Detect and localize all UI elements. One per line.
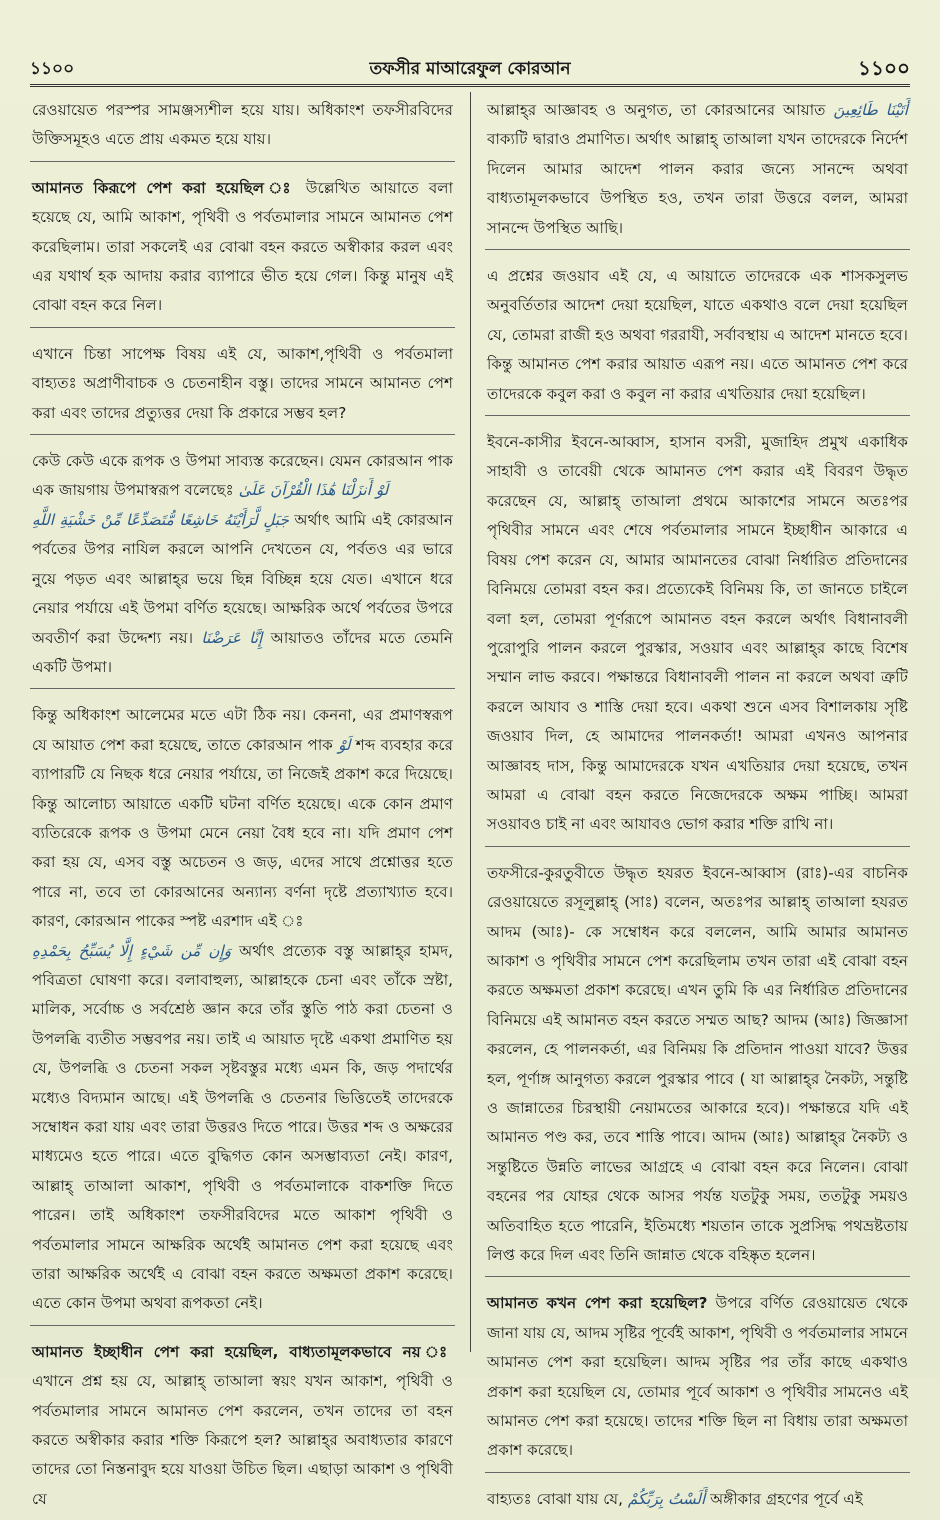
- paragraph-text: তফসীরে-কুরতুবীতে উদ্ধৃত হযরত ইবনে-আব্বাস (রাঃ)-এর বাচনিক রেওয়ায়েতে রসূলুল্লাহ্‌ (সাঃ) বলেন, অতঃপর আল্লাহ্‌ তাআলা হযরত আদম (আঃ)- কে সম্বোধন করে বললেন, আমি আমার আমানত আকাশ ও পৃথিবীর সামনে পেশ করেছিলাম তখন তারা এই বোঝা বহন করতে অক্ষমতা প্রকাশ করেছে। এখন তুমি কি এর নির্ধারিত প্রতিদানের বিনিময়ে এই আমানত বহন করতে সম্মত আছ? আদম (আঃ) জিজ্ঞাসা করলেন, হে পালনকর্তা, এর বিনিময় কি প্রতিদান পাওয়া যাবে? উত্তর হল, পূর্ণাঙ্গ আনুগত্য করলে পুরস্কার পাবে ( যা আল্লাহ্‌র নৈকট্য, সন্তুষ্টি ও জান্নাতের চিরস্থায়ী নেয়ামতের আকারে হবে)। পক্ষান্তরে যদি এই আমানত পণ্ড কর, তবে শাস্তি পাবে। আদম (আঃ) আল্লাহ্‌র নৈকট্য ও সন্তুষ্টিতে উন্নতি লাভের আগ্রহে এ বোঝা বহন করে নিলেন। বোঝা বহনের পর যোহর থেকে আসর পর্যন্ত যতটুকু সময়, ততটুকু সময়ও অতিবাহিত হতে পারেনি, ইতিমধ্যে শয়তান তাকে সুপ্রসিদ্ধ পথভ্রষ্টতায় লিপ্ত করে দিল এবং তিনি জান্নাত থেকে বহিষ্কৃত হলেন।: [487, 863, 908, 1265]
- paragraph: [30, 697, 455, 1326]
- page-number-left: ১১০০: [30, 59, 75, 79]
- page-number-right: ১১০০: [858, 56, 910, 80]
- section-heading: আমানত ইচ্ছাধীন পেশ করা হয়েছিল, বাধ্যতামূলকভাবে নয় ঃ: [32, 1342, 453, 1361]
- paragraph: [30, 1334, 455, 1520]
- arabic-verse: أَلَسْتُ بِرَبِّكُمْ: [627, 1489, 706, 1508]
- paragraph-text: উল্লেখিত আয়াতে বলা হয়েছে যে, আমি আকাশ, পৃথিবী ও পর্বতমালার সামনে আমানত পেশ করেছিলাম। তারা সকলেই এর বোঝা বহন করতে অস্বীকার করল এবং এর যথার্থ হক আদায় করার ব্যাপারে ভীত হয়ে গেল। কিন্তু মানুষ এই বোঝা বহন করে নিল।: [32, 178, 453, 315]
- paragraph: [30, 443, 455, 689]
- paragraph-text: ইবনে-কাসীর ইবনে-আব্বাস, হাসান বসরী, মুজাহিদ প্রমুখ একাধিক সাহাবী ও তাবেয়ী থেকে আমানত পেশ করার এই বিবরণ উদ্ধৃত করেছেন যে, আল্লাহ্‌ তাআলা প্রথমে আকাশের সামনে অতঃপর পৃথিবীর সামনে এবং শেষে পর্বতমালার সামনে ইচ্ছাধীন আকারে এ বিষয় পেশ করেন যে, আমার আমানতের বোঝা নির্ধারিত প্রতিদানের বিনিময়ে তোমরা বহন কর। প্রত্যেকেই বিনিময় কি, তা জানতে চাইলে বলা হল, তোমরা পূর্ণরূপে আমানত বহন করলে অর্থাৎ বিধানাবলী পুরোপুরি পালন করলে পুরস্কার, সওয়াব এবং আল্লাহ্‌র কাছে বিশেষ সম্মান লাভ করবে। পক্ষান্তরে বিধানাবলী পালন না করলে অথবা ত্রুটি করলে আযাব ও শাস্তি দেয়া হবে। একথা শুনে এসব বিশালকায় সৃষ্টি জওয়াব দিল, হে আমাদের পালনকর্তা! আমরা এখনও আপনার আজ্ঞাবহ দাস, কিন্তু আমাদেরকে যখন এখতিয়ার দেয়া হয়েছে, তখন আমরা এ বোঝা বহন করতে নিজেদেরকে অক্ষম পাচ্ছি। আমরা সওয়াবও চাই না এবং আযাবও ভোগ করার শক্তি রাখি না।: [487, 433, 908, 834]
- paragraph-text: আয়াতও তাঁদের মতে তেমনি একটি উপমা।: [32, 628, 453, 676]
- paragraph-text: এখানে প্রশ্ন হয় যে, আল্লাহ্‌ তাআলা স্বয়ং যখন আকাশ, পৃথিবী ও পর্বতমালার সামনে আমানত পেশ করলেন, তখন তাদের তা বহন করতে অস্বীকার করার শক্তি কিরূপে হল? আল্লাহ্‌র অবাধ্যতার কারণে তাদের তো নিস্তনাবুদ হয়ে যাওয়া উচিত ছিল। এছাড়া আকাশ ও পৃথিবী যে: [32, 1372, 453, 1508]
- paragraph: [30, 170, 455, 328]
- paragraph: [30, 92, 455, 162]
- paragraph: [30, 336, 455, 435]
- paragraph-text: উপরে বর্ণিত রেওয়ায়েত থেকে জানা যায় যে, আদম সৃষ্টির পূর্বেই আকাশ, পৃথিবী ও পর্বতমালার সামনে আমানত পেশ করা হয়েছিল। আদম সৃষ্টির পর তাঁর কাছে একথাও প্রকাশ করা হয়েছিল যে, তোমার পূর্বে আকাশ ও পৃথিবীর সামনেও এই আমানত পেশ করা হয়েছে। তাদের শক্তি ছিল না বিধায় তারা অক্ষমতা প্রকাশ করেছে।: [487, 1294, 908, 1460]
- paragraph-text: অঙ্গীকার গ্রহণের পূর্বে এই: [705, 1489, 863, 1508]
- paragraph-text: এ প্রশ্নের জওয়াব এই যে, এ আয়াতে তাদেরকে এক শাসকসুলভ অনুবর্তিতার আদেশ দেয়া হয়েছিল, যাতে একথাও বলে দেয়া হয়েছিল যে, তোমরা রাজী হও অথবা গররাযী, সর্বাবস্থায় এ আদেশ মানতে হবে। কিন্তু আমানত পেশ করার আয়াত এরূপ নয়। এতে আমানত পেশ করে তাদেরকে কবুল করা ও কবুল না করার এখতিয়ার দেয়া হয়েছিল।: [487, 267, 908, 403]
- paragraph: [485, 855, 910, 1278]
- page-header: [30, 52, 910, 87]
- left-column: [30, 92, 455, 1508]
- section-heading: আমানত কখন পেশ করা হয়েছিল?: [487, 1294, 708, 1313]
- paragraph-text: আল্লাহ্‌র আজ্ঞাবহ ও অনুগত, তা কোরআনের আয়াত: [487, 101, 826, 119]
- arabic-verse: إِنَّا عَرَضْنَا: [201, 628, 263, 647]
- paragraph-text: এখানে চিন্তা সাপেক্ষ বিষয় এই যে, আকাশ,পৃথিবী ও পর্বতমালা বাহ্যতঃ অপ্রাণীবাচক ও চেতনাহীন বস্তু। তাদের সামনে আমানত পেশ করা এবং তাদের প্রত্যুত্তর দেয়া কি প্রকারে সম্ভব হল?: [32, 344, 453, 422]
- paragraph-text: অর্থাৎ আমি এই কোরআন পর্বতের উপর নাযিল করলে আপনি দেখতেন যে, পর্বতও এর ভারে নুয়ে পড়ত এবং আল্লাহ্‌র ভয়ে ছিন্ন বিচ্ছিন্ন হয়ে যেত। এখানে ধরে নেয়ার পর্যায়ে এই উপমা বর্ণিত হয়েছে। আক্ষরিক অর্থে পর্বতের উপরে অবতীর্ণ করা উদ্দেশ্য নয়।: [32, 510, 453, 647]
- arabic-verse: وَإِن مِّن شَيْءٍ إِلَّا يُسَبِّحُ بِحَمْدِهِ: [32, 941, 232, 960]
- paragraph-text: বাক্যটি দ্বারাও প্রমাণিত। অর্থাৎ আল্লাহ্‌ তাআলা যখন তাদেরকে নির্দেশ দিলেন আমার আদেশ পালন করার জন্যে সানন্দে অথবা বাধ্যতামূলকভাবে উপস্থিত হও, তখন তারা উত্তরে বলল, আমরা সানন্দে উপস্থিত আছি।: [487, 130, 908, 237]
- paragraph: [485, 424, 910, 847]
- paragraph: [485, 258, 910, 416]
- paragraph-text: কিন্তু অধিকাংশ আলেমের মতে এটা ঠিক নয়। কেননা, এর প্রমাণস্বরূপ যে আয়াত পেশ করা হয়েছে, তাতে কোরআন পাক: [32, 706, 453, 754]
- paragraph-text: অর্থাৎ প্রত্যেক বস্তু আল্লাহ্‌র হামদ, পবিত্রতা ঘোষণা করে। বলাবাহুল্য, আল্লাহকে চেনা এবং তাঁকে স্রষ্টা, মালিক, সর্বোচ্চ ও সর্বশ্রেষ্ঠ জ্ঞান করে তাঁর স্তুতি পাঠ করা চেতনা ও উপলব্ধি ব্যতীত সম্ভবপর নয়। তাই এ আয়াত দৃষ্টে একথা প্রমাণিত হয় যে, উপলব্ধি ও চেতনা সকল সৃষ্টবস্তুর মধ্যে এমন কি, জড় পদার্থের মধ্যেও বিদ্যমান আছে। এই উপলব্ধি ও চেতনার ভিত্তিতেই তাদেরকে সম্বোধন করা যায় এবং তারা উত্তরও দিতে পারে। উত্তর শব্দ ও অক্ষরের মাধ্যমেও হতে পারে। এতে বুদ্ধিগত কোন অসম্ভাব্যতা নেই। কারণ, আল্লাহ্‌ তাআলা আকাশ, পৃথিবী ও পর্বতমালাকে বাকশক্তি দিতে পারেন। তাই অধিকাংশ তফসীরবিদের মতে আকাশ পৃথিবী ও পর্বতমালার সামনে আক্ষরিক অর্থেই আমানত পেশ করা হয়েছে এবং তারা আক্ষরিক অর্থেই এ বোঝা বহন করতে অক্ষমতা প্রকাশ করেছে। এতে কোন উপমা অথবা রূপকতা নেই।: [32, 941, 453, 1313]
- right-column: [485, 92, 910, 1508]
- paragraph: [485, 1481, 910, 1520]
- column-divider: [470, 92, 471, 1352]
- paragraph-text: বাহ্যতঃ বোঝা যায় যে,: [487, 1489, 623, 1508]
- arabic-word: لَوْ: [338, 735, 351, 754]
- paragraph-text: রেওয়ায়েত পরস্পর সামঞ্জস্যশীল হয়ে যায়। অধিকাংশ তফসীরবিদের উক্তিসমূহও এতে প্রায় একমত হয়ে যায়।: [32, 101, 453, 149]
- arabic-verse: أَتَيْنَا طَائِعِينَ: [833, 101, 908, 119]
- arabic-verse: جَبَلٍ لَّرَأَيْتَهُ خَاشِعًا مُّتَصَدِّعًا مِّنْ خَشْيَةِ اللَّهِ: [32, 510, 289, 529]
- arabic-verse: لَوْ أَنزَلْنَا هَٰذَا الْقُرْآنَ عَلَىٰ: [238, 481, 389, 500]
- section-heading: আমানত কিরূপে পেশ করা হয়েছিল ঃ: [32, 178, 296, 197]
- running-title: তফসীর মাআরেফুল কোরআন: [369, 59, 571, 79]
- paragraph-text: শব্দ ব্যবহার করে ব্যাপারটি যে নিছক ধরে নেয়ার পর্যায়ে, তা নিজেই প্রকাশ করে দিয়েছে। কিন্তু আলোচ্য আয়াতে একটি ঘটনা বর্ণিত হয়েছে। একে কোন প্রমাণ ব্যতিরেকে রূপক ও উপমা মেনে নেয়া বৈধ হবে না। যদি প্রমাণ পেশ করা হয় যে, এসব বস্তু অচেতন ও জড়, এদের সাথে প্রশ্নোত্তর হতে পারে না, তবে তা কোরআনের অন্যান্য বর্ণনা দৃষ্টে প্রত্যাখ্যাত হবে। কারণ, কোরআন পাকের স্পষ্ট এরশাদ এই ঃ: [32, 735, 453, 931]
- paragraph: [485, 1285, 910, 1472]
- paragraph-text: কেউ কেউ একে রূপক ও উপমা সাব্যস্ত করেছেন। যেমন কোরআন পাক এক জায়গায় উপমাস্বরূপ বলেছেঃ: [32, 452, 453, 500]
- paragraph: [485, 92, 910, 250]
